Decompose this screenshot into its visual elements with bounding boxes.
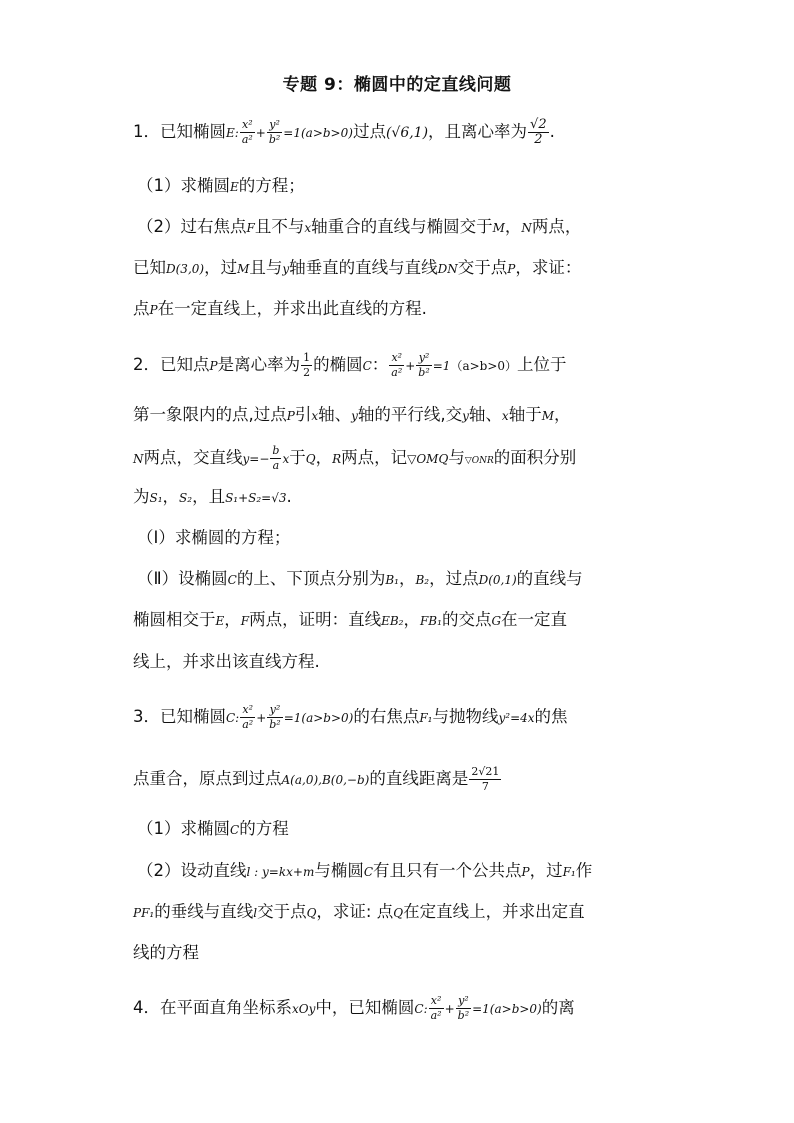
q2-math: y bbox=[351, 409, 358, 423]
frac-num: 1 bbox=[303, 351, 311, 364]
q2-math: R bbox=[332, 452, 342, 466]
q1-text: 1．已知椭圆 bbox=[133, 122, 226, 141]
q2-math: F bbox=[240, 614, 250, 628]
q2-math: B₁ bbox=[385, 573, 399, 587]
q2-math: C bbox=[227, 573, 237, 587]
q3-line-5 bbox=[133, 900, 673, 925]
frac-num: y² bbox=[267, 703, 282, 718]
q2-text: ， bbox=[403, 610, 420, 629]
q3-text: 的直线距离是 bbox=[369, 769, 469, 788]
q3-text: ，求证: 点 bbox=[316, 902, 394, 921]
q3-math: Q bbox=[306, 906, 317, 920]
q2-text: 上位于 bbox=[517, 355, 567, 374]
q1-frac-x bbox=[240, 118, 255, 147]
q2-line-8 bbox=[133, 650, 673, 674]
q2-text: 为 bbox=[133, 487, 150, 506]
q2-text: 的交点 bbox=[441, 610, 492, 629]
q2-frac-y bbox=[416, 351, 431, 380]
q3-math: l bbox=[253, 906, 258, 920]
q2-line-1 bbox=[133, 351, 673, 380]
q3-text: 交于点 bbox=[257, 902, 307, 921]
frac-num: 2√21 bbox=[471, 765, 500, 778]
q2-math: M bbox=[541, 409, 554, 423]
q1-text: ，且离心率为 bbox=[428, 122, 528, 141]
frac-num: x² bbox=[389, 351, 404, 366]
q4-text: 中，已知椭圆 bbox=[315, 998, 415, 1017]
q2-text: 两点，记 bbox=[341, 448, 408, 467]
q4-cond: =1(a>b>0) bbox=[472, 1002, 542, 1016]
q1-math: N bbox=[521, 221, 532, 235]
q1-line-2 bbox=[137, 174, 677, 199]
q2-text: 轴、 bbox=[318, 405, 352, 424]
q2-plus: + bbox=[405, 359, 416, 373]
q1-text: 轴重合的直线与椭圆交于 bbox=[311, 217, 493, 236]
q2-math: ▽OMQ bbox=[407, 452, 449, 466]
q1-text: 已知 bbox=[133, 258, 166, 277]
frac-num: y² bbox=[456, 994, 471, 1009]
q3-line-2 bbox=[133, 765, 673, 794]
q4-plus: + bbox=[444, 1002, 455, 1016]
q1-text: （1）求椭圆 bbox=[137, 176, 230, 195]
q2-text: ： bbox=[371, 355, 389, 374]
q2-math: EB₂ bbox=[381, 614, 404, 628]
q1-point: (√6,1) bbox=[385, 125, 429, 141]
q2-math: Q bbox=[305, 452, 316, 466]
q3-line-4 bbox=[137, 859, 677, 884]
q3-math: y²=4x bbox=[498, 711, 535, 725]
q2-line-4 bbox=[133, 485, 673, 510]
q2-math: S₁ bbox=[149, 491, 163, 505]
q3-plus: + bbox=[256, 711, 267, 725]
frac-den: 2 bbox=[534, 132, 543, 147]
q2-text: ，且 bbox=[192, 487, 226, 506]
q1-text: 两点， bbox=[531, 217, 582, 236]
q1-math: E: bbox=[226, 126, 239, 140]
q3-math: l : y=kx+m bbox=[246, 865, 315, 879]
q2-text: 线上，并求出该直线方程. bbox=[133, 652, 320, 671]
q2-text: 两点，交直线 bbox=[143, 448, 243, 467]
q1-frac-y bbox=[267, 118, 282, 147]
q2-text: 是离心率为 bbox=[217, 355, 301, 374]
q2-text: 与 bbox=[448, 448, 465, 467]
frac-den: b² bbox=[269, 718, 281, 731]
q2-line-5 bbox=[137, 526, 677, 550]
q2-line-3 bbox=[133, 444, 673, 473]
q2-text: ， bbox=[224, 610, 241, 629]
frac-den: b² bbox=[268, 133, 281, 146]
q3-text: 在定直线上，并求出定直 bbox=[403, 902, 585, 921]
q3-text: 与椭圆 bbox=[314, 861, 364, 880]
q2-math: S₁+S₂=√3 bbox=[225, 491, 287, 505]
frac-den: a² bbox=[241, 133, 253, 146]
q2-line-7 bbox=[133, 608, 673, 633]
q1-text: . bbox=[549, 122, 555, 141]
q2-math: G bbox=[491, 614, 502, 628]
q1-math: DN bbox=[437, 262, 458, 276]
q3-math: C bbox=[230, 823, 240, 837]
q3-text: 的焦 bbox=[534, 707, 568, 726]
q2-text: （Ⅰ）求椭圆的方程； bbox=[137, 528, 291, 547]
q4-math: C: bbox=[414, 1002, 428, 1016]
q3-text: （2）设动直线 bbox=[137, 861, 247, 880]
q3-frac-y bbox=[267, 703, 282, 732]
frac-num: b bbox=[272, 444, 280, 457]
q2-line-6 bbox=[137, 567, 677, 592]
q2-text: 第一象限内的点,过点 bbox=[133, 405, 287, 424]
q1-math: E bbox=[230, 180, 239, 194]
q2-text: 轴的平行线,交 bbox=[357, 405, 463, 424]
frac-den: a² bbox=[391, 366, 403, 379]
q2-text: （Ⅱ）设椭圆 bbox=[137, 569, 228, 588]
q2-text: 两点，证明：直线 bbox=[249, 610, 382, 629]
q3-text: 3．已知椭圆 bbox=[133, 707, 226, 726]
q1-line-3 bbox=[137, 215, 677, 240]
q1-line-4 bbox=[133, 256, 673, 281]
q1-math: M bbox=[237, 262, 250, 276]
q2-math: x bbox=[501, 409, 509, 423]
q3-math: C bbox=[363, 865, 374, 879]
q2-half-frac bbox=[301, 351, 312, 380]
q3-text: 有且只有一个公共点 bbox=[373, 861, 522, 880]
q1-math: P bbox=[149, 303, 158, 317]
q1-text: 的方程； bbox=[238, 176, 305, 195]
q1-text: 过点 bbox=[352, 122, 386, 141]
q2-math: P bbox=[209, 359, 218, 373]
q3-math: F₁ bbox=[562, 865, 576, 879]
q2-cond: （a>b>0） bbox=[450, 359, 518, 373]
q2-text: 的椭圆 bbox=[313, 355, 363, 374]
q2-math: S₂ bbox=[179, 491, 193, 505]
q4-math: xOy bbox=[292, 1002, 316, 1016]
q1-cond: =1(a>b>0) bbox=[283, 126, 353, 140]
q2-math: FB₁ bbox=[419, 614, 442, 628]
q3-math: A(a,0),B(0,−b) bbox=[281, 773, 370, 787]
q1-text: 且与 bbox=[249, 258, 283, 277]
q1-text: ，过 bbox=[204, 258, 238, 277]
frac-num: x² bbox=[240, 118, 255, 133]
q1-math: D(3,0) bbox=[166, 262, 205, 276]
q3-math: C: bbox=[226, 711, 240, 725]
frac-den: 2 bbox=[303, 366, 311, 379]
q4-frac-y bbox=[456, 994, 471, 1023]
q2-text: 轴于 bbox=[508, 405, 542, 424]
q1-math: M bbox=[492, 221, 505, 235]
q2-text: 的上、下顶点分别为 bbox=[236, 569, 386, 588]
q3-text: 与抛物线 bbox=[432, 707, 499, 726]
q2-math: y=− bbox=[242, 452, 270, 466]
q2-math: B₂ bbox=[415, 573, 430, 587]
q2-math: y bbox=[462, 409, 469, 423]
q3-math: PF₁ bbox=[133, 906, 155, 920]
q1-math: x bbox=[304, 221, 312, 235]
q3-text: 点重合，原点到过点 bbox=[133, 769, 282, 788]
q1-text: 在一定直线上，并求出此直线的方程. bbox=[157, 299, 427, 318]
q2-text: . bbox=[286, 487, 292, 506]
frac-num: y² bbox=[267, 118, 282, 133]
q2-math: C bbox=[362, 359, 372, 373]
q3-dist-frac bbox=[469, 765, 501, 794]
q2-text: 椭圆相交于 bbox=[133, 610, 216, 629]
q2-text: ， bbox=[162, 487, 180, 506]
q1-math: P bbox=[507, 262, 516, 276]
q3-line-1 bbox=[133, 703, 673, 732]
q3-line-6 bbox=[133, 941, 673, 965]
q3-frac-x bbox=[240, 703, 255, 732]
q1-math: y bbox=[282, 262, 290, 276]
q3-line-3 bbox=[137, 817, 677, 842]
q2-text: ， bbox=[398, 569, 416, 588]
q2-math: =1 bbox=[432, 359, 451, 373]
frac-num: x² bbox=[240, 703, 255, 718]
frac-num: x² bbox=[429, 994, 444, 1009]
q1-text: 且不与 bbox=[254, 217, 305, 236]
q2-text: 轴、 bbox=[468, 405, 502, 424]
q1-text: ，求证： bbox=[515, 258, 582, 277]
q3-math: Q bbox=[393, 906, 404, 920]
q4-text: 的离 bbox=[541, 998, 575, 1017]
q3-text: ，过 bbox=[529, 861, 563, 880]
q2-text: 的面积分别 bbox=[493, 448, 577, 467]
q2-frac-x bbox=[389, 351, 404, 380]
q2-text: ， bbox=[554, 405, 571, 424]
frac-den: a² bbox=[430, 1009, 442, 1022]
q1-plus: + bbox=[255, 126, 266, 140]
frac-num: y² bbox=[416, 351, 431, 366]
q2-line-2 bbox=[133, 403, 673, 428]
frac-den: b² bbox=[418, 366, 430, 379]
frac-den: a² bbox=[242, 718, 254, 731]
q1-text: （2）过右焦点 bbox=[137, 217, 247, 236]
q2-text: ，过点 bbox=[429, 569, 479, 588]
q2-text: ， bbox=[315, 448, 333, 467]
q3-math: P bbox=[521, 865, 530, 879]
q3-cond: =1(a>b>0) bbox=[283, 711, 354, 725]
q2-math: ▽ONR bbox=[464, 456, 494, 466]
q1-text: 交于点 bbox=[457, 258, 508, 277]
q4-text: 4．在平面直角坐标系 bbox=[133, 998, 292, 1017]
q4-line-1 bbox=[133, 994, 673, 1023]
q2-ba-frac bbox=[270, 444, 281, 473]
q3-text: 的右焦点 bbox=[353, 707, 420, 726]
page-title: 专题 9：椭圆中的定直线问题 bbox=[282, 75, 512, 95]
frac-den: 7 bbox=[481, 780, 489, 793]
q2-text: 于 bbox=[289, 448, 306, 467]
q3-text: 的方程 bbox=[239, 819, 289, 838]
q1-text: ， bbox=[504, 217, 522, 236]
frac-den: b² bbox=[457, 1009, 470, 1022]
q3-math: F₁ bbox=[419, 711, 433, 725]
q2-math: D(0,1) bbox=[478, 573, 517, 587]
frac-den: a bbox=[272, 459, 280, 472]
q2-text: 2．已知点 bbox=[133, 355, 210, 374]
q2-text: 引 bbox=[294, 405, 312, 424]
q2-math: x bbox=[311, 409, 319, 423]
q4-frac-x bbox=[429, 994, 444, 1023]
q1-line-1 bbox=[133, 118, 673, 147]
q2-math: N bbox=[133, 452, 144, 466]
q3-text: （1）求椭圆 bbox=[137, 819, 230, 838]
frac-num: √2 bbox=[530, 117, 547, 132]
q2-text: 的直线与 bbox=[516, 569, 583, 588]
q1-text: 点 bbox=[133, 299, 150, 318]
q3-text: 的垂线与直线 bbox=[154, 902, 254, 921]
q2-math: E bbox=[215, 614, 225, 628]
q2-math: P bbox=[286, 409, 295, 423]
q2-text: 在一定直 bbox=[501, 610, 568, 629]
q3-text: 作 bbox=[575, 861, 593, 880]
q1-line-5 bbox=[133, 297, 673, 322]
q2-math: x bbox=[282, 452, 290, 466]
q3-text: 线的方程 bbox=[133, 943, 199, 962]
q1-math: F bbox=[246, 221, 255, 235]
q1-text: 轴垂直的直线与直线 bbox=[289, 258, 438, 277]
q1-ecc-frac bbox=[528, 118, 549, 147]
